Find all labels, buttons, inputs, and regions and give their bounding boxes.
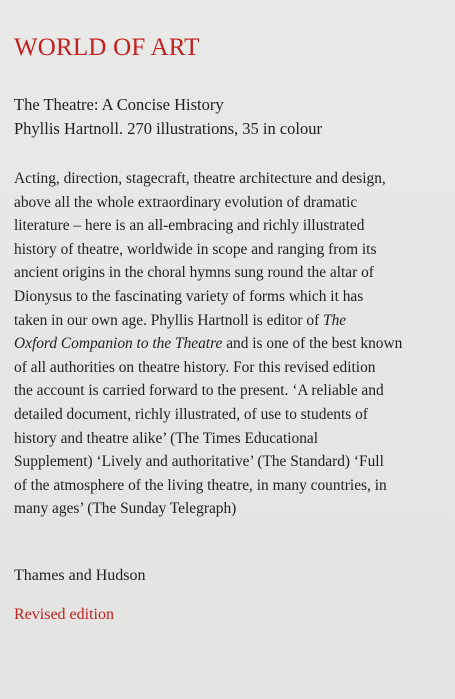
- description-line: [14, 497, 450, 521]
- book-author-line: Phyllis Hartnoll. 270 illustrations, 35 in colour: [14, 119, 322, 138]
- italic-title-text: Oxford Companion to the Theatre: [14, 335, 223, 353]
- description-line: [14, 427, 450, 451]
- description-line: [14, 309, 450, 333]
- description-text: history of theatre, worldwide in scope and ranging from its: [14, 240, 377, 258]
- description-line: [14, 379, 450, 403]
- description-text: of the atmosphere of the living theatre, in many countries, in: [14, 476, 387, 494]
- italic-title-text: The: [323, 311, 347, 329]
- description-text: and is one of the best known: [222, 335, 403, 353]
- description-line: [14, 403, 450, 427]
- series-title: WORLD OF ART: [14, 34, 200, 61]
- description-line: [14, 261, 450, 285]
- description-line: [14, 214, 450, 238]
- description-text: literature – here is an all-embracing and richly illustrated: [14, 217, 365, 235]
- description-line: [14, 474, 450, 498]
- description-text: taken in our own age. Phyllis Hartnoll is editor of: [14, 311, 324, 329]
- description-text: many ages’ (The Sunday Telegraph): [14, 500, 237, 518]
- description-line: [14, 238, 450, 262]
- publisher-name: Thames and Hudson: [14, 567, 146, 584]
- description-text: ancient origins in the choral hymns sung round the altar of: [14, 264, 374, 282]
- edition-label: Revised edition: [14, 606, 114, 623]
- description-text: detailed document, richly illustrated, of use to students of: [14, 405, 368, 423]
- description-line: [14, 356, 450, 380]
- description-line: [14, 285, 450, 309]
- description-text: of all authorities on theatre history. For this revised edition: [14, 358, 376, 376]
- description-line: [14, 191, 450, 215]
- book-title: The Theatre: A Concise History: [14, 95, 224, 114]
- description-text: Acting, direction, stagecraft, theatre architecture and design,: [14, 170, 386, 187]
- description-text: Dionysus to the fascinating variety of forms which it has: [14, 287, 364, 305]
- description-line: [14, 450, 450, 474]
- description-text: history and theatre alike’ (The Times Educational: [14, 429, 319, 447]
- description-text: the account is carried forward to the present. ‘A reliable and: [14, 382, 384, 400]
- book-description: [14, 167, 450, 521]
- description-line: [14, 332, 450, 356]
- description-text: Supplement) ‘Lively and authoritative’ (The Standard) ‘Full: [14, 453, 384, 471]
- description-line: [14, 167, 450, 191]
- description-text: above all the whole extraordinary evolution of dramatic: [14, 193, 358, 211]
